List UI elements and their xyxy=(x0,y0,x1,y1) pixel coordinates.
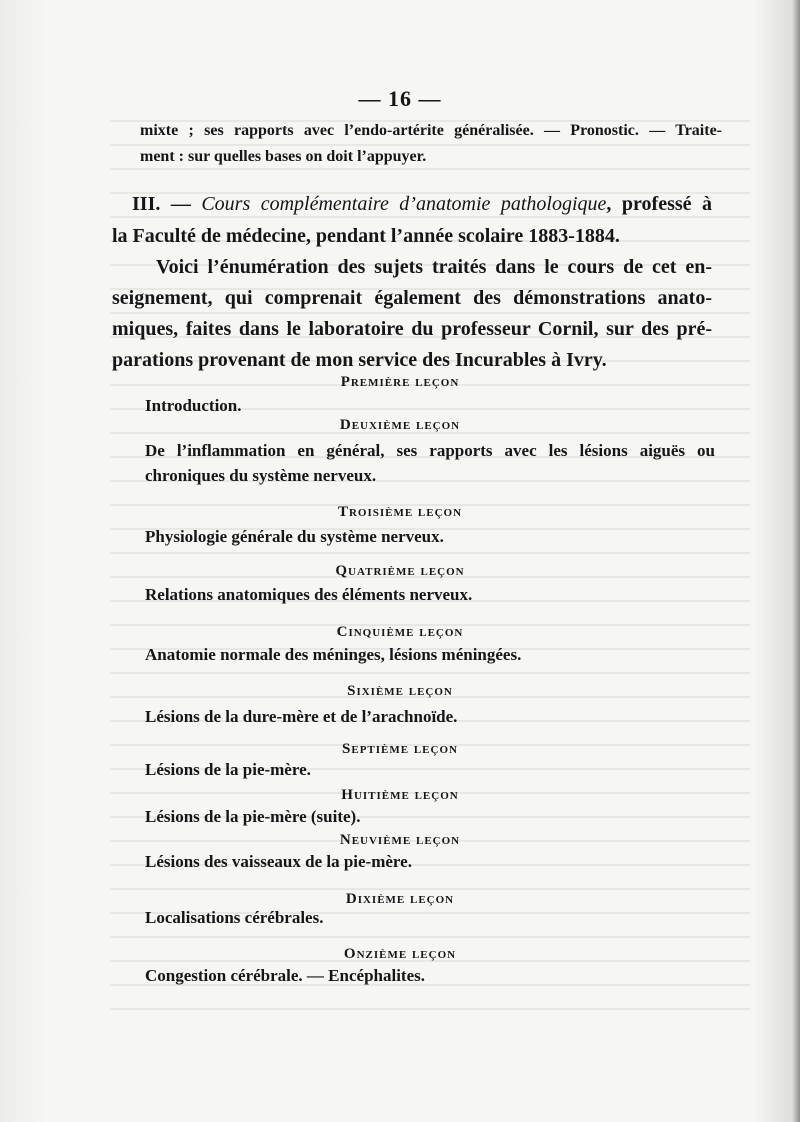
lesson-heading-2: Deuxième leçon xyxy=(339,417,461,433)
lesson-heading-4: Quatrième leçon xyxy=(335,563,465,579)
lesson-subject-4: Relations anatomiques des éléments nerveux. xyxy=(145,585,473,604)
page-number: — 16 — xyxy=(358,86,442,111)
lesson-subject-5: Anatomie normale des méninges, lésions méningées. xyxy=(145,645,522,664)
lesson-subject-7: Lésions de la pie-mère. xyxy=(145,760,311,779)
lesson-heading-5: Cinquième leçon xyxy=(336,624,464,640)
description-line-2: seignement, qui comprenait également des démonstrations anato- xyxy=(112,287,712,309)
section-heading xyxy=(112,188,712,252)
section-heading-line-2: la Faculté de médecine, pendant l’année scolaire 1883-1884. xyxy=(112,225,620,247)
course-title: Cours complémentaire d’anatomie pathologique xyxy=(201,193,607,215)
lesson-subject-2-line-2: chroniques du système nerveux. xyxy=(145,466,377,485)
lesson-subject-10: Localisations cérébrales. xyxy=(145,908,324,927)
description-line-1: Voici l’énumération des sujets traités dans le cours de cet en- xyxy=(156,256,712,278)
lesson-subject-8: Lésions de la pie-mère (suite). xyxy=(145,807,361,826)
description-line-3: miques, faites dans le laboratoire du professeur Cornil, sur des pré- xyxy=(112,318,712,340)
lesson-subject-2-line-1: De l’inflammation en général, ses rapports avec les lésions aiguës ou xyxy=(145,441,715,460)
lesson-subject-11: Congestion cérébrale. — Encéphalites. xyxy=(145,966,425,985)
lesson-subject-3: Physiologie générale du système nerveux. xyxy=(145,527,444,546)
lesson-heading-1: Première leçon xyxy=(340,374,460,390)
section-roman-numeral: III. — xyxy=(132,193,191,215)
description-line-4: parations provenant de mon service des Incurables à Ivry. xyxy=(112,349,607,371)
course-description xyxy=(112,252,712,376)
lesson-heading-10: Dixième leçon xyxy=(345,891,455,907)
continued-text xyxy=(140,118,722,170)
lesson-subject-2 xyxy=(145,438,715,488)
continued-text-line-1: mixte ; ses rapports avec l’endo-artérite généralisée. — Pronostic. — Traite- xyxy=(140,122,722,139)
lesson-subject-1: Introduction. xyxy=(145,396,242,415)
lesson-subject-9: Lésions des vaisseaux de la pie-mère. xyxy=(145,852,412,871)
continued-text-line-2: ment : sur quelles bases on doit l’appuyer. xyxy=(140,148,427,165)
section-heading-rest: , professé à xyxy=(606,193,713,215)
lesson-heading-6: Sixième leçon xyxy=(347,683,453,699)
lesson-heading-11: Onzième leçon xyxy=(343,946,457,962)
lesson-heading-3: Troisième leçon xyxy=(337,504,463,520)
lesson-heading-7: Septième leçon xyxy=(342,741,458,757)
lesson-subject-6: Lésions de la dure-mère et de l’arachnoïde. xyxy=(145,707,458,726)
lesson-heading-8: Huitième leçon xyxy=(341,787,459,803)
lesson-heading-9: Neuvième leçon xyxy=(339,832,461,848)
